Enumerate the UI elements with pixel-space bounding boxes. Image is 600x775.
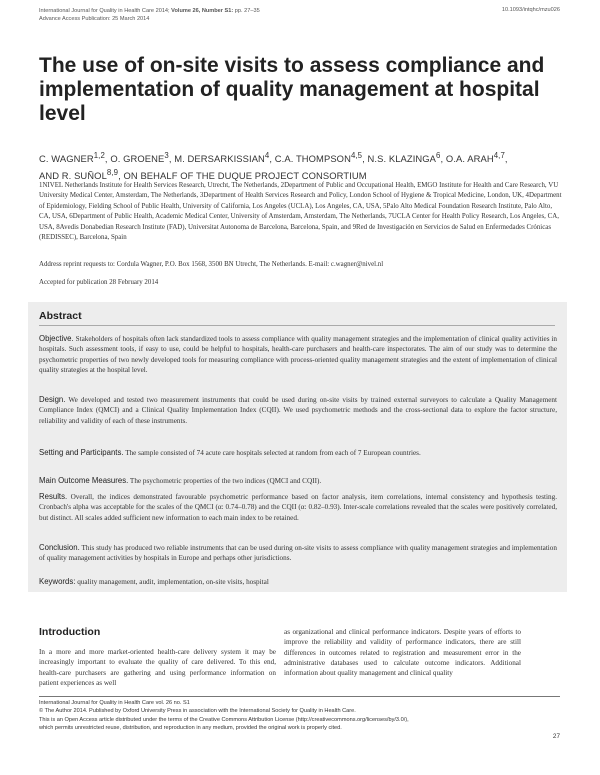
footer-journal: International Journal for Quality in Health Care vol. 26 no. S1 <box>39 700 190 706</box>
abstract-keywords: Keywords: quality management, audit, implementation, on-site visits, hospital <box>39 577 269 586</box>
abstract-divider <box>39 325 555 326</box>
accepted-date: Accepted for publication 28 February 2014 <box>39 279 159 286</box>
footer-license-1: This is an Open Access article distributed under the terms of the Creative Commons Attribution License (http://creativecommons.org/licenses/by/3.0/), <box>39 716 409 723</box>
page-number: 27 <box>552 733 560 740</box>
author-list: C. WAGNER$^{1,2}$, O. GROENE$^3$, M. DERSARKISSIAN$^4$, C.A. THOMPSON$^{4,5}$, N.S. KLAZINGA$^6$, O.A. ARAH$^{4,7}$, AND R. SUÑOL$^{8,9}$, ON BEHALF OF THE DUQUE PROJECT CONSORTIUM <box>39 151 508 182</box>
introduction-heading: Introduction <box>39 626 101 638</box>
results-label: Results. <box>39 492 68 501</box>
setting-label: Setting and Participants. <box>39 448 124 457</box>
abstract-outcome: Main Outcome Measures. The psychometric properties of the two indices (QMCI and CQII). <box>39 476 322 485</box>
abstract-setting: Setting and Participants. The sample consisted of 74 acute care hospitals selected at random from each of 7 European countries. <box>39 448 421 457</box>
advance-access-line: Advance Access Publication: 25 March 2014 <box>39 16 150 22</box>
footer-license-2: which permits unrestricted reuse, distribution, and reproduction in any medium, provided the original work is properly cited. <box>39 724 342 731</box>
intro-right-column: as organizational and clinical performance indicators. Despite years of efforts to improve the reliability and validity of performance indicators, there are still differences in outcomes related to registration and measurement error in the administrative databases used to calculate outcome indicators. Additional information about quality management and clinical quality <box>284 628 521 678</box>
abstract-results: Results. Overall, the indices demonstrated favourable psychometric performance based on factor analysis, item correlations, internal consistency and hypothesis testing. Cronbach's alpha was acceptable for the scales of the QMCI (α: 0.74–0.78) and the CQII (α: 0.82–0.93). Inter-scale correlations revealed that the scales were positively correlated, but distinct. All scales added sufficient new information to each main index to be retained. <box>39 492 557 522</box>
design-label: Design. <box>39 395 66 404</box>
abstract-conclusion: Conclusion. This study has produced two reliable instruments that can be used during on-site visits to assess compliance with quality management strategies and implementation of quality management activities by hospitals in Europe and perhaps other jurisdictions. <box>39 543 557 563</box>
page-footer <box>39 699 560 732</box>
keywords-label: Keywords: <box>39 577 76 586</box>
intro-left-column: In a more and more market-oriented health-care delivery system it may be increasingly important to evaluate the quality of care delivered. To this end, health-care purchasers are gathering and using performance information on patient experiences as well <box>39 648 276 687</box>
footer-copyright: © The Author 2014. Published by Oxford University Press in association with the International Society for Quality in Health Care. <box>39 708 356 715</box>
journal-citation-line: International Journal for Quality in Health Care 2014; Volume 26, Number S1: pp. 27–35 <box>39 8 260 14</box>
affiliations: 1NIVEL Netherlands Institute for Health Services Research, Utrecht, The Netherlands, 2Department of Public and Occupational Health, EMGO Institute for Health and Care Research, VU University Medical Center, Amsterdam, The Netherlands, 3Department of Health Services Research and Policy, London School of Hygiene & Tropical Medicine, London, UK, 4Department of Epidemiology, Fielding School of Public Health, University of California, Los Angeles (UCLA), Los Angeles, CA, USA, 5Palo Alto Medical Foundation Research Institute, Palo Alto, CA, USA, 6Department of Public Health, Academic Medical Center, University of Amsterdam, Amsterdam, The Netherlands, 7UCLA Center for Health Policy Research, Los Angeles, CA, USA, 8Avedis Donabedian Research Institute (FAD), Universitat Autonoma de Barcelona, Barcelona, Spain, and 9Red de Investigación en Servicios de Salud en Enfermedades Crónicas (REDISSEC), Barcelona, Spain <box>39 182 562 242</box>
outcome-label: Main Outcome Measures. <box>39 476 129 485</box>
objective-label: Objective. <box>39 334 74 343</box>
article-title: The use of on-site visits to assess compliance and implementation of quality management at hospital level <box>39 54 545 125</box>
abstract-heading: Abstract <box>39 310 82 322</box>
footer-divider <box>39 696 560 697</box>
doi[interactable]: 10.1093/intqhc/mzu026 <box>501 7 560 13</box>
reprint-address: Address reprint requests to: Cordula Wagner, P.O. Box 1568, 3500 BN Utrecht, The Netherlands. E-mail: c.wagner@nivel.nl <box>39 261 384 268</box>
conclusion-label: Conclusion. <box>39 543 80 552</box>
abstract-design: Design. We developed and tested two measurement instruments that could be used during on-site visits by trained external surveyors to calculate a Quality Management Compliance Index (QMCI) and a Clinical Quality Implementation Index (CQII). We used psychometric methods and the cross-sectional data to explore the factor structure, reliability and validity of each of these instruments. <box>39 395 557 425</box>
journal-header <box>39 7 260 23</box>
abstract-objective: Objective. Stakeholders of hospitals often lack standardized tools to assess compliance with quality management strategies and the implementation of clinical quality activities in hospitals. Such assessment tools, if easy to use, could be helpful to hospitals, health-care purchasers and health-care inspectorates. The aim of our study was to determine the psychometric properties of two newly developed tools for measuring compliance with process-oriented quality management strategies and the extent of implementation of clinical quality strategies at the hospital level. <box>39 334 557 375</box>
